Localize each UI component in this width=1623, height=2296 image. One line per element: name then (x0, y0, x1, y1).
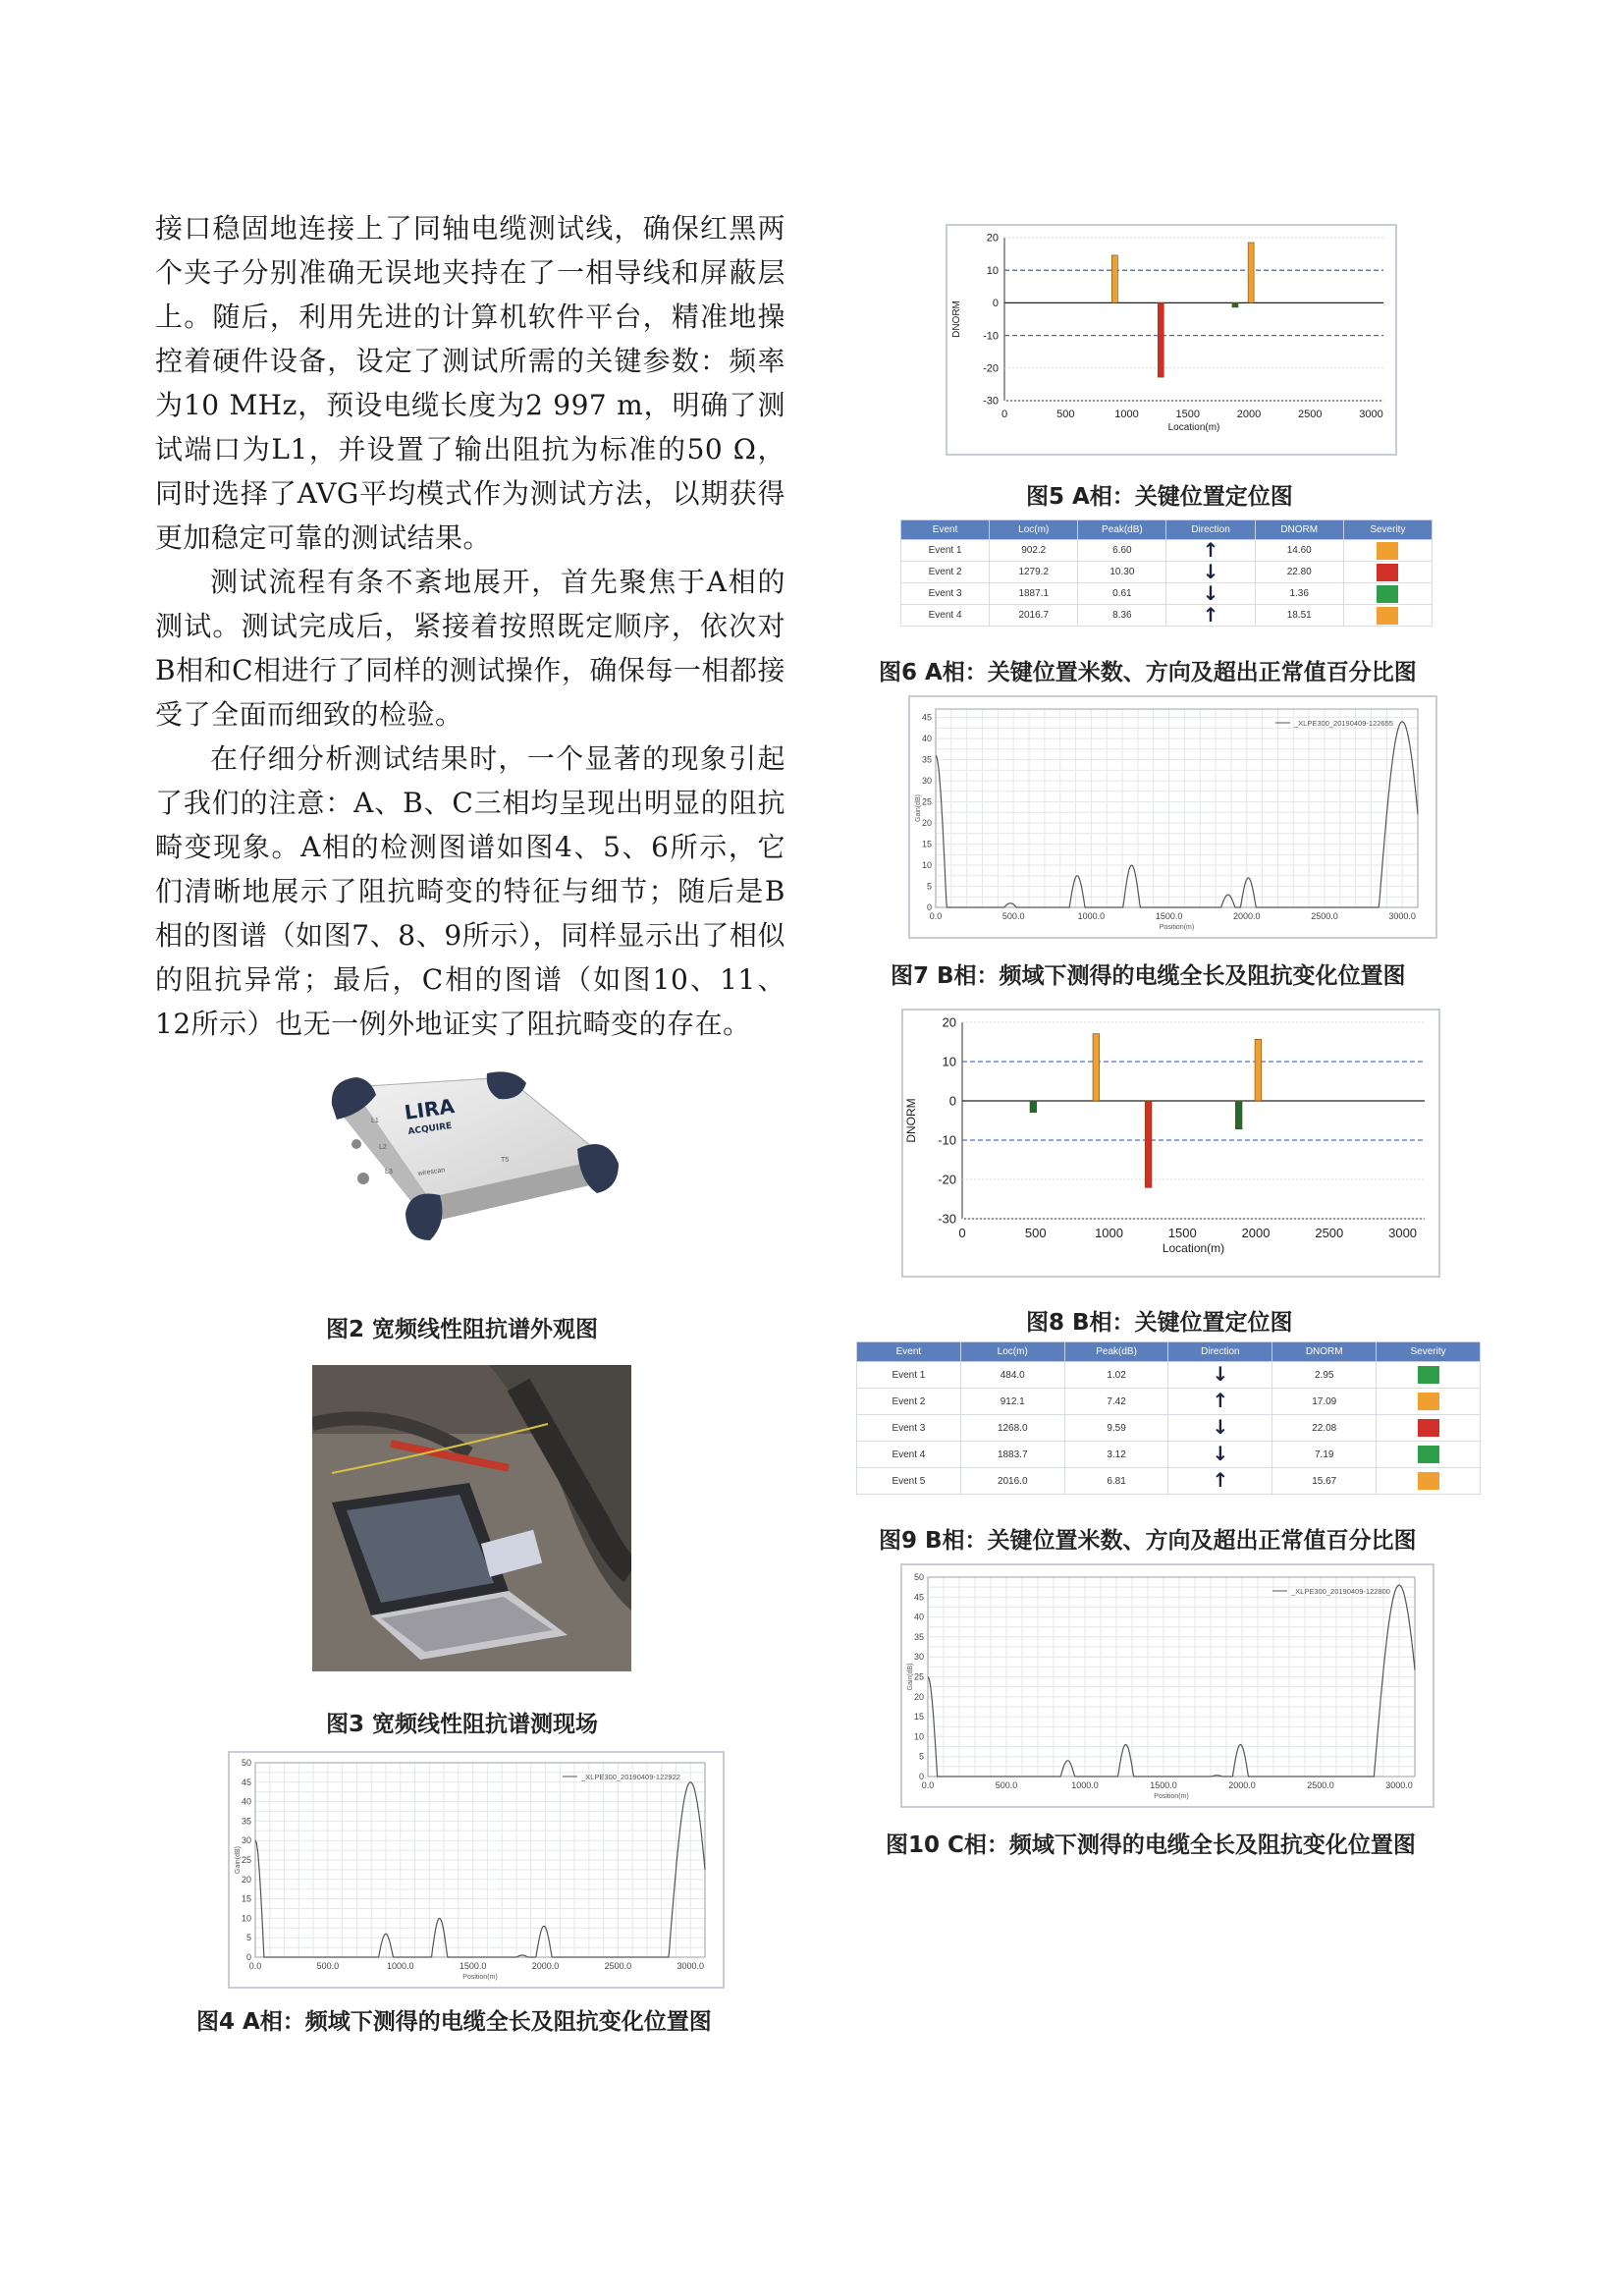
table-cell: 484.0 (960, 1362, 1064, 1389)
severity-swatch (1377, 542, 1398, 560)
y-tick-label: -10 (983, 330, 999, 343)
table-cell: 1883.7 (960, 1442, 1064, 1468)
body-text (155, 206, 785, 1046)
y-tick-label: 20 (986, 232, 999, 245)
device-port-t5: T5 (501, 1157, 510, 1164)
table-row (857, 1362, 1481, 1389)
x-tick-label: 2500 (1315, 1226, 1344, 1240)
figure-6-table (900, 519, 1433, 627)
y-tick-label: 10 (241, 1913, 251, 1924)
y-tick-label: 40 (913, 1612, 924, 1622)
table-cell: 1887.1 (990, 583, 1078, 605)
bar (1232, 302, 1238, 307)
bar (1030, 1101, 1037, 1113)
x-tick-label: 1000.0 (386, 1961, 414, 1971)
table-row (901, 605, 1433, 627)
y-tick-label: 15 (921, 839, 932, 849)
x-tick-label: 0 (958, 1226, 966, 1240)
table-cell: 7.19 (1272, 1442, 1377, 1468)
y-tick-label: 35 (241, 1816, 251, 1827)
x-tick-label: 1000 (1114, 409, 1139, 420)
severity-cell (1377, 1415, 1481, 1442)
table-header: Loc(m) (990, 520, 1078, 540)
table-cell: Event 2 (901, 562, 990, 583)
table-cell: Event 5 (857, 1468, 961, 1495)
severity-cell (1377, 1468, 1481, 1495)
table-cell: 1279.2 (990, 562, 1078, 583)
x-tick-label: 500.0 (1001, 911, 1025, 921)
arrow-down-icon: ↓ (1212, 1442, 1229, 1465)
y-tick-label: 20 (942, 1014, 956, 1030)
x-axis-label: Position(m) (462, 1974, 498, 1981)
table-header: Direction (1166, 520, 1255, 540)
table-cell: 3.12 (1064, 1442, 1168, 1468)
figure-9-table (856, 1341, 1481, 1495)
table-cell: Event 4 (857, 1442, 961, 1468)
table-cell: 9.59 (1064, 1415, 1168, 1442)
device-port-l2: L2 (379, 1144, 387, 1151)
arrow-up-icon: ↑ (1212, 1389, 1229, 1412)
bar (1235, 1101, 1242, 1129)
direction-cell (1166, 602, 1255, 627)
table-row (857, 1442, 1481, 1468)
table-cell: Event 4 (901, 605, 990, 627)
x-tick-label: 1500 (1167, 1226, 1197, 1240)
table-header: Peak(dB) (1078, 520, 1166, 540)
table-row (857, 1415, 1481, 1442)
device-photo (312, 1066, 628, 1267)
table-cell: 14.60 (1255, 540, 1343, 562)
y-tick-label: 25 (921, 796, 932, 807)
direction-cell (1168, 1468, 1272, 1495)
table-cell: Event 3 (901, 583, 990, 605)
y-axis-label: DNORM (904, 1098, 918, 1143)
severity-cell (1343, 583, 1432, 605)
y-tick-label: 20 (921, 818, 932, 829)
table-cell: 18.51 (1255, 605, 1343, 627)
direction-cell (1168, 1442, 1272, 1468)
x-axis-label: Position(m) (1159, 924, 1195, 931)
arrow-up-icon: ↑ (1212, 1468, 1229, 1492)
y-tick-label: 5 (918, 1751, 924, 1762)
x-tick-label: 500 (1024, 1226, 1047, 1240)
x-tick-label: 1000 (1095, 1226, 1123, 1240)
caption-fig10: 图10 C相：频域下测得的电缆全长及阻抗变化位置图 (886, 1832, 1416, 1858)
x-tick-label: 2000.0 (1233, 911, 1261, 921)
arrow-down-icon: ↓ (1202, 559, 1219, 583)
table-cell: 2016.7 (990, 605, 1078, 627)
y-tick-label: 35 (913, 1631, 924, 1642)
severity-cell (1343, 540, 1432, 562)
severity-swatch (1418, 1366, 1439, 1384)
legend-label: _XLPE300_20190409-122655 (1294, 719, 1393, 728)
figure-5-chart (946, 224, 1397, 456)
table-cell: 22.80 (1255, 562, 1343, 583)
y-tick-label: 40 (921, 734, 932, 744)
y-tick-label: 20 (913, 1691, 924, 1702)
table-row (857, 1389, 1481, 1415)
y-tick-label: 0 (992, 298, 999, 310)
severity-cell (1343, 562, 1432, 583)
direction-cell (1168, 1389, 1272, 1415)
x-tick-label: 2000 (1241, 1226, 1271, 1240)
bar (1248, 243, 1254, 302)
table-cell: 22.08 (1272, 1415, 1377, 1442)
table-cell: 1268.0 (960, 1415, 1064, 1442)
field-photo (312, 1365, 631, 1671)
x-tick-label: 1500.0 (1150, 1780, 1177, 1790)
severity-swatch (1418, 1472, 1439, 1490)
y-tick-label: 10 (913, 1731, 924, 1742)
table-cell: 2.95 (1272, 1362, 1377, 1389)
x-tick-label: 3000 (1388, 1226, 1418, 1240)
x-tick-label: 0.0 (921, 1780, 935, 1790)
arrow-up-icon: ↑ (1202, 537, 1219, 562)
device-port-l1: L1 (371, 1118, 379, 1124)
table-row (901, 562, 1433, 583)
severity-swatch (1418, 1393, 1439, 1410)
y-tick-label: 10 (921, 860, 932, 871)
direction-cell (1166, 559, 1255, 583)
y-tick-label: 40 (241, 1796, 251, 1807)
y-tick-label: -10 (938, 1132, 956, 1148)
device-maker: wirescan (417, 1167, 446, 1177)
y-tick-label: -30 (938, 1211, 956, 1227)
x-axis-label: Location(m) (1162, 1241, 1225, 1255)
y-tick-label: 0 (245, 1952, 251, 1962)
y-tick-label: 30 (241, 1835, 251, 1846)
y-tick-label: 15 (241, 1893, 251, 1904)
x-tick-label: 3000 (1359, 409, 1383, 420)
y-axis-label: Gain(dB) (915, 793, 922, 823)
caption-fig9: 图9 B相：关键位置米数、方向及超出正常值百分比图 (879, 1528, 1417, 1554)
table-cell: 0.61 (1078, 583, 1166, 605)
table-cell: 7.42 (1064, 1389, 1168, 1415)
direction-cell (1168, 1415, 1272, 1442)
table-header: Severity (1377, 1342, 1481, 1362)
severity-cell (1377, 1362, 1481, 1389)
legend-label: _XLPE300_20190409-122922 (581, 1773, 680, 1781)
x-tick-label: 3000.0 (676, 1961, 704, 1971)
arrow-down-icon: ↓ (1212, 1415, 1229, 1439)
x-tick-label: 3000.0 (1388, 911, 1416, 921)
x-axis-label: Position(m) (1154, 1793, 1189, 1800)
y-tick-label: 10 (986, 264, 999, 277)
series-line (928, 1585, 1415, 1777)
bar (1111, 255, 1117, 302)
caption-fig5: 图5 A相：关键位置定位图 (1026, 484, 1293, 510)
severity-cell (1343, 605, 1432, 627)
table-row (857, 1468, 1481, 1495)
table-row (901, 540, 1433, 562)
y-axis-label: DNORM (951, 301, 962, 338)
device-brand: LIRA (403, 1094, 457, 1124)
direction-cell (1166, 537, 1255, 562)
y-axis-label: Gain(dB) (907, 1663, 914, 1691)
caption-fig6: 图6 A相：关键位置米数、方向及超出正常值百分比图 (879, 660, 1417, 685)
table-cell: 1.02 (1064, 1362, 1168, 1389)
y-tick-label: 45 (241, 1777, 251, 1787)
y-tick-label: 35 (921, 754, 932, 765)
severity-cell (1377, 1442, 1481, 1468)
y-tick-label: 5 (245, 1933, 251, 1943)
x-axis-label: Location(m) (1167, 422, 1220, 433)
y-tick-label: 15 (913, 1712, 924, 1722)
table-cell: 15.67 (1272, 1468, 1377, 1495)
table-cell: 17.09 (1272, 1389, 1377, 1415)
table-cell: 902.2 (990, 540, 1078, 562)
figure-8-chart (901, 1009, 1440, 1278)
caption-fig7: 图7 B相：频域下测得的电缆全长及阻抗变化位置图 (891, 963, 1406, 989)
device-port-l3: L3 (385, 1169, 393, 1175)
y-tick-label: 0 (948, 1093, 956, 1109)
x-tick-label: 0.0 (248, 1961, 262, 1971)
x-tick-label: 2500.0 (1311, 911, 1338, 921)
y-tick-label: 0 (926, 902, 932, 912)
x-tick-label: 1500.0 (459, 1961, 487, 1971)
figure-10-chart (900, 1563, 1434, 1808)
direction-cell (1166, 580, 1255, 605)
table-header: Severity (1343, 520, 1432, 540)
x-tick-label: 2000.0 (531, 1961, 560, 1971)
y-tick-label: 30 (913, 1652, 924, 1663)
x-tick-label: 2000 (1236, 409, 1262, 420)
y-tick-label: 50 (241, 1758, 251, 1768)
table-header: DNORM (1255, 520, 1343, 540)
table-header: Peak(dB) (1064, 1342, 1168, 1362)
y-tick-label: -20 (938, 1172, 956, 1187)
x-tick-label: 1000.0 (1071, 1780, 1099, 1790)
y-tick-label: 50 (913, 1572, 924, 1582)
arrow-down-icon: ↓ (1202, 580, 1219, 605)
caption-fig4: 图4 A相：频域下测得的电缆全长及阻抗变化位置图 (196, 2009, 712, 2035)
caption-fig3: 图3 宽频线性阻抗谱测现场 (326, 1712, 599, 1737)
x-tick-label: 0.0 (929, 911, 943, 921)
x-tick-label: 1000.0 (1077, 911, 1106, 921)
x-tick-label: 2500.0 (604, 1961, 632, 1971)
bar (1255, 1039, 1262, 1101)
x-tick-label: 1500 (1175, 409, 1201, 420)
y-tick-label: 20 (241, 1874, 251, 1885)
paragraph-2: 测试流程有条不紊地展开，首先聚焦于A相的测试。测试完成后，紧接着按照既定顺序，依次对B相和C相进行了同样的测试操作，确保每一相都接受了全面而细致的检验。 (155, 566, 785, 731)
table-cell: 8.36 (1078, 605, 1166, 627)
table-header: Event (857, 1342, 961, 1362)
legend-label: _XLPE300_20190409-122800 (1291, 1587, 1390, 1596)
y-tick-label: 25 (241, 1855, 251, 1865)
y-tick-label: 5 (926, 881, 932, 892)
y-tick-label: -20 (983, 362, 999, 375)
arrow-up-icon: ↑ (1202, 602, 1219, 627)
table-header: DNORM (1272, 1342, 1377, 1362)
table-cell: 6.81 (1064, 1468, 1168, 1495)
y-tick-label: -30 (983, 395, 999, 408)
y-tick-label: 45 (913, 1592, 924, 1603)
table-cell: 1.36 (1255, 583, 1343, 605)
paragraph-3: 在仔细分析测试结果时，一个显著的现象引起了我们的注意：A、B、C三相均呈现出明显的阻抗畸变现象。A相的检测图谱如图4、5、6所示，它们清晰地展示了阻抗畸变的特征与细节；随后是B相的图谱（如图7、8、9所示），同样显示出了相似的阻抗异常；最后，C相的图谱（如图10、11、12所示）也无一例外地证实了阻抗畸变的存在。 (155, 742, 785, 1040)
x-tick-label: 2500.0 (1307, 1780, 1334, 1790)
x-tick-label: 500.0 (316, 1961, 340, 1971)
y-tick-label: 30 (921, 776, 932, 787)
table-header: Direction (1168, 1342, 1272, 1362)
table-header: Event (901, 520, 990, 540)
severity-swatch (1418, 1446, 1439, 1463)
paragraph-1: 接口稳固地连接上了同轴电缆测试线，确保红黑两个夹子分别准确无误地夹持在了一相导线和屏蔽层上。随后，利用先进的计算机软件平台，精准地操控着硬件设备，设定了测试所需的关键参数：频率为10 MHz，预设电缆长度为2 997 m，明确了测试端口为L1，并设置了输出阻抗为标准的50 Ω，同时选择了AVG平均模式作为测试方法，以期获得更加稳定可靠的测试结果。 (155, 212, 785, 554)
x-tick-label: 1500.0 (1155, 911, 1183, 921)
table-cell: Event 1 (901, 540, 990, 562)
table-cell: Event 2 (857, 1389, 961, 1415)
x-tick-label: 2000.0 (1228, 1780, 1256, 1790)
figure-4-chart (228, 1751, 725, 1989)
severity-swatch (1377, 607, 1398, 625)
table-cell: 912.1 (960, 1389, 1064, 1415)
bar (1158, 302, 1163, 377)
x-tick-label: 500 (1056, 409, 1075, 420)
x-tick-label: 0 (1001, 409, 1008, 420)
table-header: Loc(m) (960, 1342, 1064, 1362)
y-tick-label: 45 (921, 712, 932, 723)
table-cell: Event 3 (857, 1415, 961, 1442)
caption-fig8: 图8 B相：关键位置定位图 (1026, 1310, 1293, 1336)
severity-swatch (1377, 564, 1398, 581)
y-tick-label: 25 (913, 1671, 924, 1682)
severity-cell (1377, 1389, 1481, 1415)
bar (1093, 1034, 1100, 1101)
y-tick-label: 0 (918, 1772, 924, 1781)
severity-swatch (1377, 585, 1398, 603)
table-row (901, 583, 1433, 605)
table-cell: 10.30 (1078, 562, 1166, 583)
table-cell: Event 1 (857, 1362, 961, 1389)
y-axis-label: Gain(dB) (235, 1845, 242, 1875)
x-tick-label: 2500 (1298, 409, 1323, 420)
x-tick-label: 500.0 (995, 1780, 1018, 1790)
table-cell: 2016.0 (960, 1468, 1064, 1495)
device-model: ACQUIRE (407, 1121, 453, 1137)
arrow-down-icon: ↓ (1212, 1362, 1229, 1386)
y-tick-label: 10 (942, 1054, 956, 1069)
figure-7-chart (908, 695, 1437, 939)
bar (1145, 1101, 1152, 1187)
caption-fig2: 图2 宽频线性阻抗谱外观图 (326, 1317, 599, 1342)
x-tick-label: 3000.0 (1385, 1780, 1413, 1790)
severity-swatch (1418, 1419, 1439, 1437)
direction-cell (1168, 1362, 1272, 1389)
table-cell: 6.60 (1078, 540, 1166, 562)
